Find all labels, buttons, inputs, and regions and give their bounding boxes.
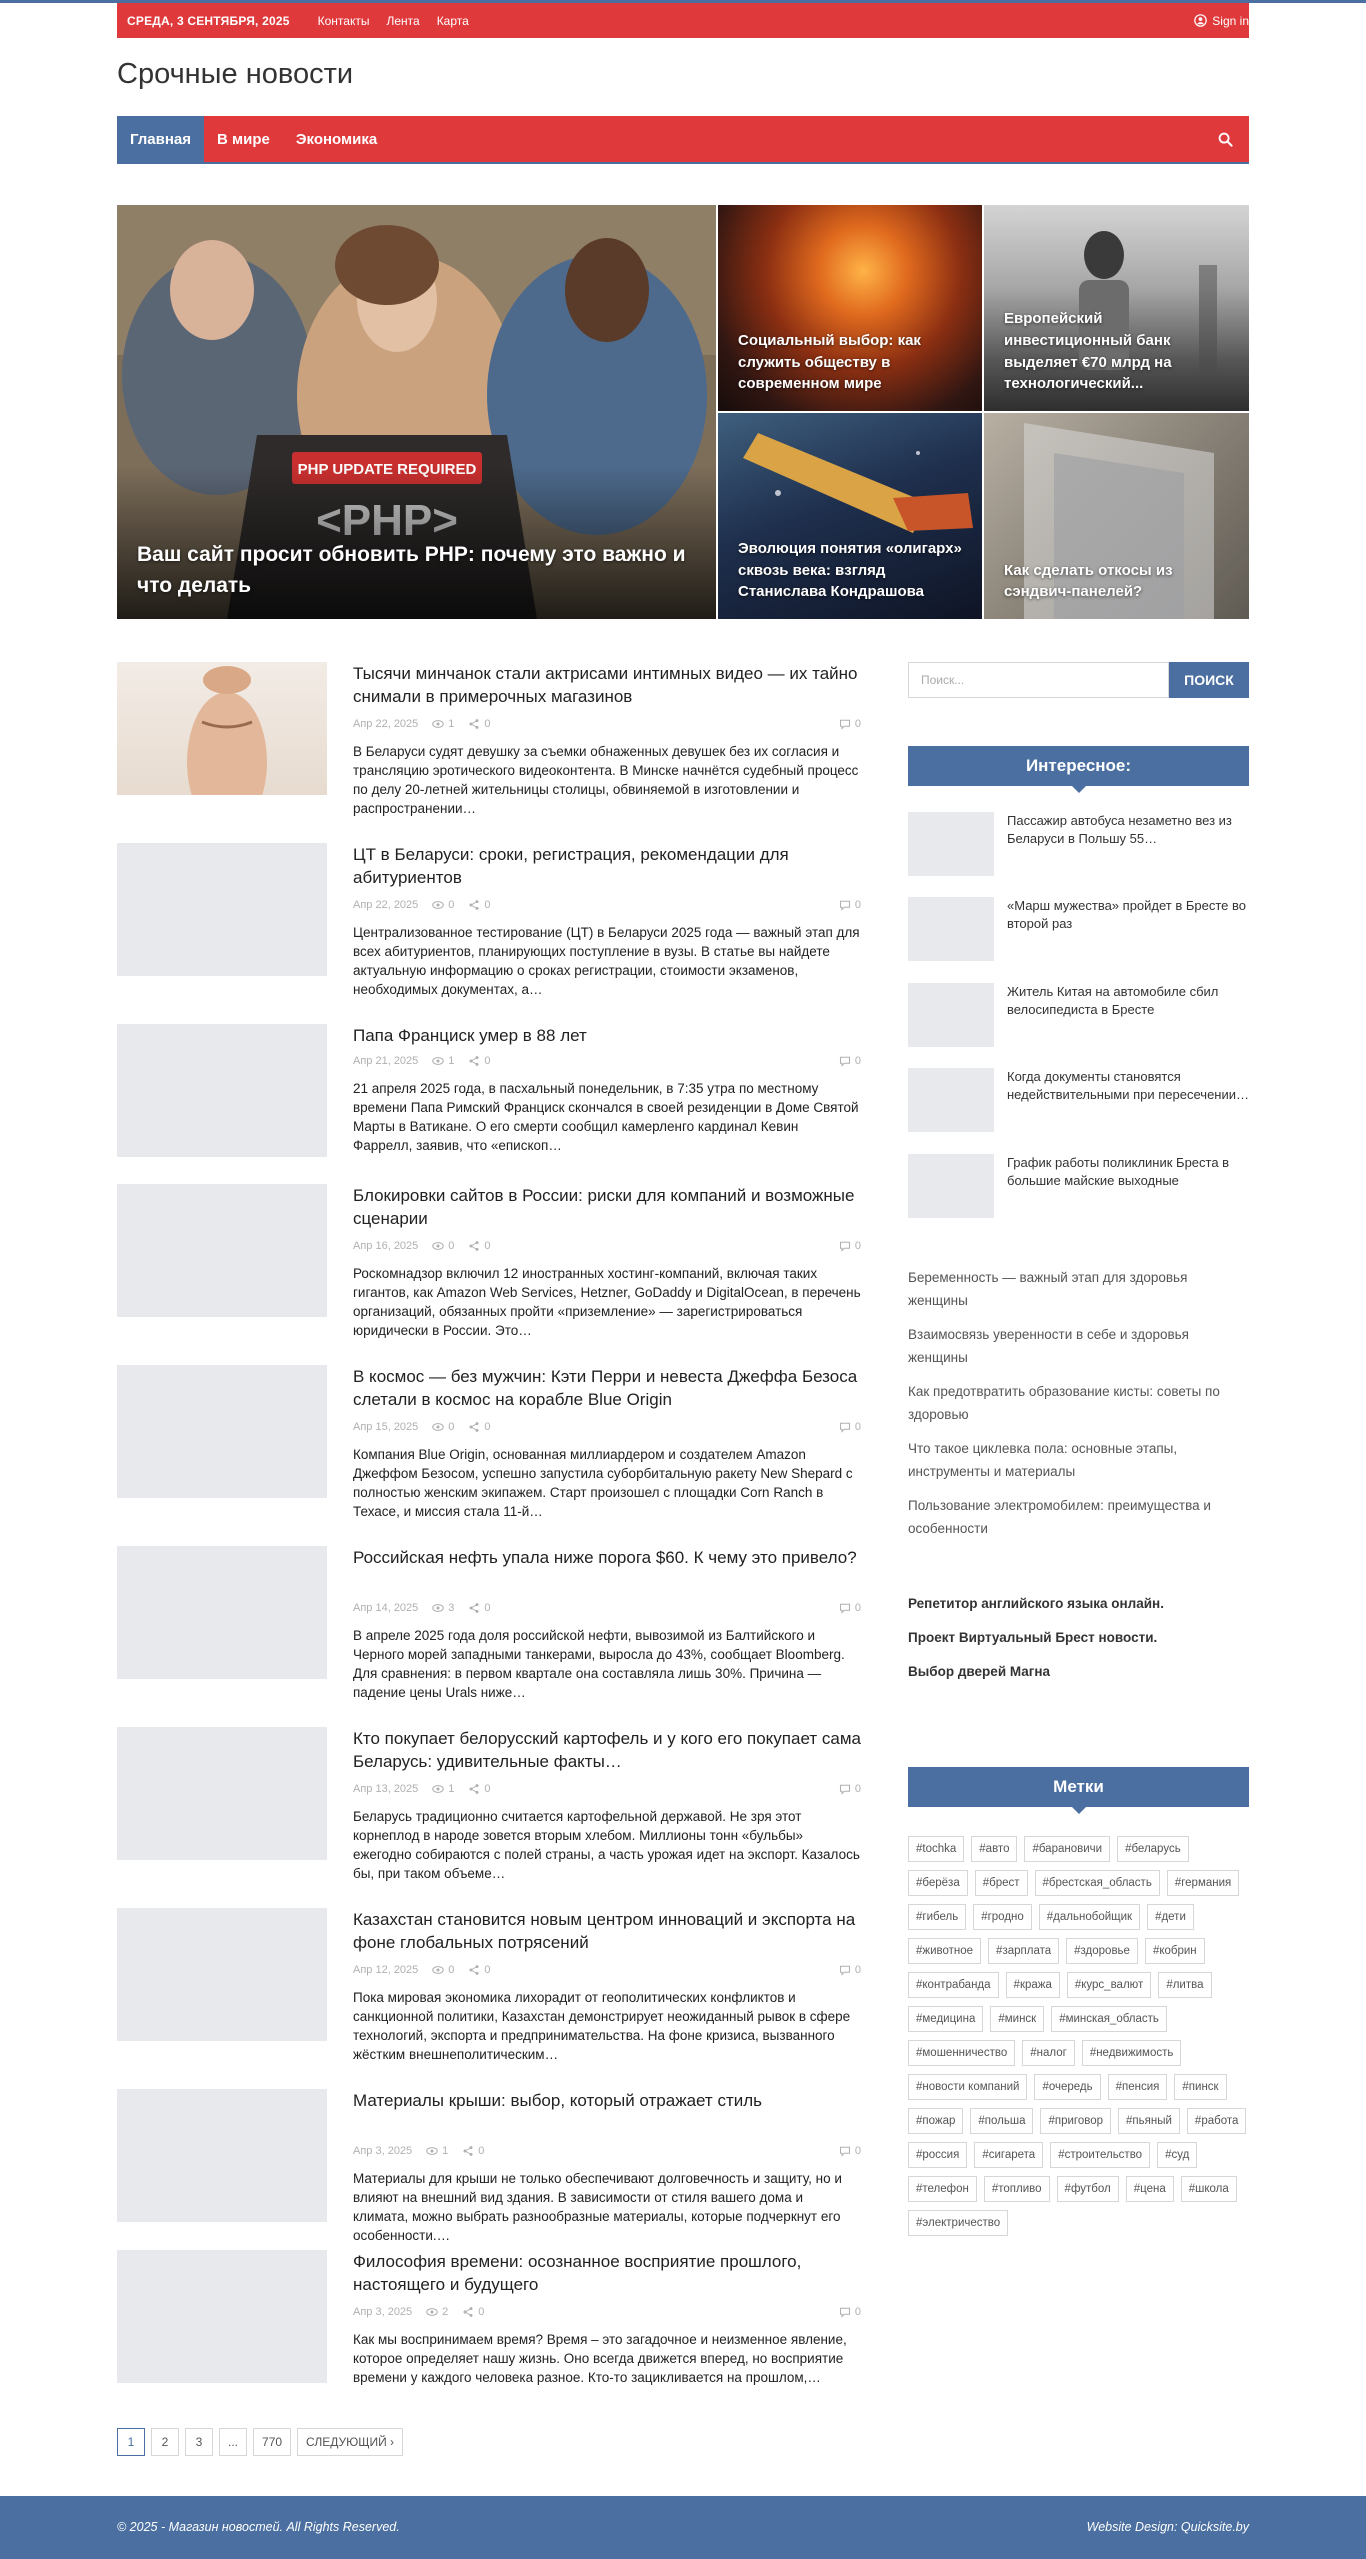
tag-link[interactable]: #беларусь — [1117, 1836, 1189, 1862]
page-1[interactable]: 1 — [117, 2428, 145, 2456]
article-shares[interactable] — [468, 1240, 490, 1252]
share-icon — [462, 2145, 474, 2157]
article-excerpt: Централизованное тестирование (ЦТ) в Беларуси 2025 года — важный этап для всех абитуриентов, планирующих поступление в вузы. В статье вы найдете актуальную информацию о сроках регистрации, стоимости экзаменов, необходимых документах, а… — [353, 925, 860, 997]
page-ellipsis: ... — [219, 2428, 247, 2456]
tag-link[interactable]: #контрабанда — [908, 1972, 999, 1998]
promo-text-2: Виртуальный Брест новости. — [958, 1630, 1158, 1645]
toplink-map[interactable]: Карта — [436, 13, 469, 28]
article-item — [117, 1546, 861, 1706]
views-count: 0 — [448, 1421, 455, 1433]
tag-link[interactable]: #минская_область — [1051, 2006, 1167, 2032]
article-title[interactable]: Блокировки сайтов в России: риски для компаний и возможные сценарии — [353, 1186, 855, 1228]
article-image — [117, 662, 327, 795]
share-icon — [468, 899, 480, 911]
footer-copyright: © 2025 - Магазин новостей. All Rights Reserved. — [117, 2520, 400, 2534]
article-thumbnail[interactable] — [117, 1024, 327, 1157]
widget-title-interesting: Интересное: — [908, 746, 1249, 786]
shares-count: 0 — [484, 1421, 491, 1433]
article-comments[interactable] — [839, 2145, 861, 2157]
search-icon — [1218, 132, 1233, 147]
tag-link[interactable]: #германия — [1167, 1870, 1239, 1896]
hero-tile-3-caption: Эволюция понятия «олигарх» сквозь века: взгляд Станислава Кондрашова — [738, 539, 962, 601]
article-item — [117, 1365, 861, 1525]
article-thumbnail[interactable] — [117, 2089, 327, 2222]
comment-icon — [839, 1964, 851, 1976]
article-meta — [353, 899, 861, 911]
article-comments[interactable] — [839, 1055, 861, 1067]
interesting-thumbnail[interactable] — [908, 983, 994, 1047]
article-excerpt: Беларусь традиционно считается картофельной державой. Не зря этот корнеплод в народе зовется вторым хлебом. Миллионы тонн «бульбы» ежегодно собираются с полей страны, а часть урожая идет на экспорт. Казалось бы, при таком объеме… — [353, 1809, 860, 1881]
article-date: Апр 16, 2025 — [353, 1240, 419, 1252]
sidebar-search — [908, 662, 1249, 698]
eye-icon — [426, 2306, 438, 2318]
views-count: 3 — [448, 1602, 455, 1614]
tag-link[interactable]: #пьяный — [1118, 2108, 1180, 2134]
article-date: Апр 15, 2025 — [353, 1421, 419, 1433]
tag-link[interactable]: #суд — [1157, 2142, 1197, 2168]
tag-cloud — [908, 1836, 1249, 2236]
hero-tile-2[interactable] — [984, 205, 1249, 411]
article-shares[interactable] — [468, 1964, 490, 1976]
pagination — [117, 2428, 403, 2456]
article-item — [117, 1727, 861, 1887]
share-icon — [468, 1240, 480, 1252]
article-thumbnail[interactable] — [117, 843, 327, 976]
shares-count: 0 — [484, 1783, 491, 1795]
views-count: 1 — [442, 2145, 449, 2157]
tag-link[interactable]: #польша — [970, 2108, 1033, 2134]
tag-link[interactable]: #телефон — [908, 2176, 977, 2202]
article-comments[interactable] — [839, 1421, 861, 1433]
tag-link[interactable]: #кража — [1006, 1972, 1060, 1998]
interesting-item — [908, 1068, 1249, 1132]
footer — [0, 2496, 1366, 2559]
hero-main-caption: Ваш сайт просит обновить PHP: почему это важно и что делать — [137, 543, 686, 597]
article-excerpt: Роскомнадзор включил 12 иностранных хостинг-компаний, включая таких гигантов, как Amazon Web Services, Hetzner, GoDaddy и DigitalOcean, в перечень организаций, обязанных пройти «приземление» — зарегистрироваться юридически в России. Это… — [353, 1266, 861, 1338]
tag-link[interactable]: #цена — [1126, 2176, 1174, 2202]
top-bar — [117, 3, 1249, 38]
article-thumbnail[interactable] — [117, 662, 327, 795]
eye-icon — [432, 1240, 444, 1252]
comments-count: 0 — [854, 1055, 861, 1067]
tag-link[interactable]: #брест — [975, 1870, 1028, 1896]
shares-count: 0 — [478, 2306, 485, 2318]
hero-tile-2-caption: Европейский инвестиционный банк выделяет €70 млрд на технологический... — [1004, 310, 1172, 393]
interesting-item — [908, 897, 1249, 961]
chevron-right-icon: › — [390, 2435, 395, 2449]
current-date: СРЕДА, 3 СЕНТЯБРЯ, 2025 — [127, 13, 290, 28]
tag-link[interactable]: #здоровье — [1066, 1938, 1138, 1964]
toplink-feed[interactable]: Лента — [386, 13, 420, 28]
views-count: 1 — [448, 1783, 455, 1795]
views-count: 1 — [448, 718, 455, 730]
tag-link[interactable]: #гибель — [908, 1904, 966, 1930]
article-shares[interactable] — [468, 1783, 490, 1795]
comments-count: 0 — [854, 899, 861, 911]
eye-icon — [432, 1055, 444, 1067]
tag-link[interactable]: #налог — [1022, 2040, 1075, 2066]
tag-link[interactable]: #дети — [1147, 1904, 1194, 1930]
nav-item-world[interactable]: В мире — [217, 130, 270, 148]
comment-icon — [839, 899, 851, 911]
article-date: Апр 21, 2025 — [353, 1055, 419, 1067]
footer-credit[interactable]: Website Design: Quicksite.by — [1086, 2520, 1249, 2534]
article-views — [432, 1421, 454, 1433]
tag-link[interactable]: #зарплата — [988, 1938, 1059, 1964]
eye-icon — [426, 2145, 438, 2157]
sidebar-link[interactable]: Беременность — важный этап для здоровья женщины — [908, 1270, 1188, 1308]
views-count: 0 — [448, 899, 455, 911]
article-views — [426, 2145, 448, 2157]
shares-count: 0 — [484, 718, 491, 730]
article-excerpt: Как мы воспринимаем время? Время – это загадочное и неизменное явление, которое определяет нашу жизнь. Оно всегда движется вперед, но восприятие времени у каждого человека разное. Кто-то зацикливается на прошлом,… — [353, 2332, 847, 2385]
comment-icon — [839, 718, 851, 730]
article-shares[interactable] — [462, 2306, 484, 2318]
share-icon — [468, 1783, 480, 1795]
tag-link[interactable]: #россия — [908, 2142, 967, 2168]
article-date: Апр 3, 2025 — [353, 2306, 413, 2318]
tag-link[interactable]: #футбол — [1057, 2176, 1119, 2202]
article-thumbnail[interactable] — [117, 2250, 327, 2383]
article-excerpt: Компания Blue Origin, основанная миллиардером и создателем Amazon Джеффом Безосом, успешно запустила суборбитальную ракету New Shepard с полностью женским экипажем. Старт произошел с площадки Corn Ranch в Техасе, и миссия стала 11-й… — [353, 1447, 853, 1519]
article-date: Апр 22, 2025 — [353, 718, 419, 730]
share-icon — [462, 2306, 474, 2318]
article-shares[interactable] — [462, 2145, 484, 2157]
article-comments[interactable] — [839, 718, 861, 730]
tag-link[interactable]: #медицина — [908, 2006, 983, 2032]
comments-count: 0 — [854, 2306, 861, 2318]
tag-link[interactable]: #гродно — [973, 1904, 1032, 1930]
share-icon — [468, 1055, 480, 1067]
page-3[interactable]: 3 — [185, 2428, 213, 2456]
article-thumbnail[interactable] — [117, 1727, 327, 1860]
promo-text-3: Выбор дверей Магна — [908, 1664, 1051, 1679]
article-meta — [353, 1421, 861, 1433]
tag-link[interactable]: #электричество — [908, 2210, 1008, 2236]
search-input[interactable] — [908, 662, 1169, 698]
nav-item-home[interactable]: Главная — [117, 116, 204, 162]
article-comments[interactable] — [839, 1240, 861, 1252]
shares-count: 0 — [484, 899, 491, 911]
share-icon — [468, 1421, 480, 1433]
interesting-title[interactable]: График работы поликлиник Бреста в большие майские выходные — [1007, 1155, 1230, 1188]
article-thumbnail[interactable] — [117, 1908, 327, 2041]
article-excerpt: Материалы для крыши не только обеспечивают долговечность и защиту, но и влияют на внешний вид здания. В зависимости от стиля вашего дома и климата, можно выбрать разнообразные материалы, которые подчеркнут его особенности.… — [353, 2171, 842, 2243]
eye-icon — [432, 1421, 444, 1433]
page-last[interactable]: 770 — [253, 2428, 291, 2456]
interesting-thumbnail[interactable] — [908, 1068, 994, 1132]
tag-link[interactable]: #брестская_область — [1035, 1870, 1160, 1896]
article-meta — [353, 718, 861, 730]
search-button[interactable]: ПОИСК — [1169, 662, 1249, 698]
tag-link[interactable]: #строительство — [1050, 2142, 1150, 2168]
promo-link-tutor[interactable] — [908, 1596, 1164, 1611]
comment-icon — [839, 1055, 851, 1067]
tag-link[interactable]: #сигарета — [974, 2142, 1043, 2168]
interesting-thumbnail[interactable] — [908, 1154, 994, 1218]
share-icon — [468, 718, 480, 730]
signin-link[interactable] — [1194, 14, 1249, 28]
user-icon — [1194, 14, 1207, 27]
article-meta — [353, 2306, 861, 2318]
nav-search-button[interactable] — [1201, 116, 1249, 162]
tag-link[interactable]: #мошенничество — [908, 2040, 1015, 2066]
sidebar-link[interactable]: Как предотвратить образование кисты: советы по здоровью — [908, 1384, 1220, 1422]
comment-icon — [839, 1240, 851, 1252]
article-title[interactable]: Философия времени: осознанное восприятие прошлого, настоящего и будущего — [353, 2252, 802, 2294]
article-thumbnail[interactable] — [117, 1184, 327, 1317]
eye-icon — [432, 1964, 444, 1976]
article-excerpt: 21 апреля 2025 года, в пасхальный понедельник, в 7:35 утра по местному времени Папа Римский Франциск скончался в своей резиденции в Доме Святой Марты в Ватикане. О его смерти сообщил камерленго кардинал Кевин Фаррелл, заявив, что «епископ… — [353, 1081, 859, 1153]
tag-link[interactable]: #недвижимость — [1082, 2040, 1182, 2066]
article-views — [432, 1055, 454, 1067]
article-shares[interactable] — [468, 1602, 490, 1614]
tag-link[interactable]: #авто — [971, 1836, 1017, 1862]
article-title[interactable]: Папа Франциск умер в 88 лет — [353, 1026, 587, 1045]
article-date: Апр 22, 2025 — [353, 899, 419, 911]
article-title[interactable]: В космос — без мужчин: Кэти Перри и невеста Джеффа Безоса слетали в космос на корабле Blue Origin — [353, 1367, 858, 1409]
article-title[interactable]: Тысячи минчанок стали актрисами интимных видео — их тайно снимали в примерочных магазинов — [353, 664, 858, 706]
interesting-item — [908, 812, 1249, 876]
article-item — [117, 2089, 861, 2249]
article-date: Апр 13, 2025 — [353, 1783, 419, 1795]
article-excerpt: В апреле 2025 года доля российской нефти, вывозимой из Балтийского и Черного морей западными танкерами, выросла до 43%, сообщает Bloomberg. Для сравнения: в первом квартале она составляла лишь 30%. Причина — падение цены Urals ниже… — [353, 1628, 845, 1700]
tag-link[interactable]: #берёза — [908, 1870, 968, 1896]
eye-icon — [432, 1783, 444, 1795]
hero-tile-4[interactable] — [984, 413, 1249, 619]
hero-tile-3[interactable] — [718, 413, 982, 619]
comment-icon — [839, 1783, 851, 1795]
toplink-contacts[interactable]: Контакты — [317, 13, 370, 28]
promo-link-doors[interactable] — [908, 1664, 1050, 1679]
article-title[interactable]: Казахстан становится новым центром инноваций и экспорта на фоне глобальных потрясений — [353, 1910, 856, 1952]
next-page-label: СЛЕДУЮЩИЙ — [306, 2435, 387, 2449]
eye-icon — [432, 899, 444, 911]
article-meta — [353, 1602, 861, 1614]
shares-count: 0 — [484, 1964, 491, 1976]
comments-count: 0 — [854, 1964, 861, 1976]
interesting-thumbnail[interactable] — [908, 897, 994, 961]
tag-link[interactable]: #кобрин — [1145, 1938, 1205, 1964]
share-icon — [468, 1964, 480, 1976]
article-meta — [353, 1783, 861, 1795]
tag-link[interactable]: #очередь — [1034, 2074, 1100, 2100]
tag-link[interactable]: #животное — [908, 1938, 981, 1964]
tag-link[interactable]: #пожар — [908, 2108, 963, 2134]
article-comments[interactable] — [839, 899, 861, 911]
hero-tile-4-caption: Как сделать откосы из сэндвич-панелей? — [1004, 561, 1173, 601]
tag-link[interactable]: #пинск — [1174, 2074, 1226, 2100]
shares-count: 0 — [484, 1602, 491, 1614]
comments-count: 0 — [854, 718, 861, 730]
main-nav — [117, 116, 1249, 164]
article-shares[interactable] — [468, 1421, 490, 1433]
article-date: Апр 3, 2025 — [353, 2145, 413, 2157]
article-item — [117, 843, 861, 1003]
comment-icon — [839, 1602, 851, 1614]
tag-link[interactable]: #дальнобойщик — [1039, 1904, 1140, 1930]
article-views — [432, 1783, 454, 1795]
promo-link-brest[interactable] — [908, 1630, 1157, 1645]
article-views — [432, 1602, 454, 1614]
next-page-button[interactable] — [297, 2428, 403, 2456]
hero-tile-1-caption: Социальный выбор: как служить обществу в современном мире — [738, 331, 921, 393]
share-icon — [468, 1602, 480, 1614]
article-views — [432, 899, 454, 911]
article-thumbnail[interactable] — [117, 1546, 327, 1679]
article-meta — [353, 1964, 861, 1976]
eye-icon — [432, 1602, 444, 1614]
article-meta — [353, 2145, 861, 2157]
comment-icon — [839, 1421, 851, 1433]
comments-count: 0 — [854, 1783, 861, 1795]
article-views — [432, 1240, 454, 1252]
sidebar-link[interactable]: Что такое циклевка пола: основные этапы, инструменты и материалы — [908, 1441, 1178, 1479]
article-title[interactable]: Кто покупает белорусский картофель и у кого его покупает сама Беларусь: удивительные факты… — [353, 1729, 861, 1771]
interesting-title[interactable]: Житель Китая на автомобиле сбил велосипедиста в Бресте — [1007, 984, 1219, 1017]
signin-label: Sign in — [1212, 13, 1249, 28]
page-2[interactable]: 2 — [151, 2428, 179, 2456]
tag-link[interactable]: #топливо — [984, 2176, 1050, 2202]
article-title[interactable]: Материалы крыши: выбор, который отражает стиль — [353, 2091, 762, 2110]
eye-icon — [432, 718, 444, 730]
interesting-title[interactable]: «Марш мужества» пройдет в Бресте во второй раз — [1007, 898, 1247, 931]
comments-count: 0 — [854, 1602, 861, 1614]
comments-count: 0 — [854, 2145, 861, 2157]
promo-prefix-2: Проект — [908, 1630, 956, 1645]
tag-link[interactable]: #барановичи — [1024, 1836, 1110, 1862]
article-shares[interactable] — [468, 718, 490, 730]
interesting-title[interactable]: Когда документы становятся недействительными при пересечении… — [1007, 1069, 1249, 1102]
tag-link[interactable]: #tochka — [908, 1836, 964, 1862]
site-title[interactable]: Срочные новости — [117, 58, 354, 90]
tag-link[interactable]: #минск — [990, 2006, 1044, 2032]
article-thumbnail[interactable] — [117, 1365, 327, 1498]
article-item — [117, 1908, 861, 2068]
promo-text-1: Репетитор английского языка онлайн. — [908, 1596, 1164, 1611]
comment-icon — [839, 2306, 851, 2318]
sidebar-link[interactable]: Пользование электромобилем: преимущества и особенности — [908, 1498, 1211, 1536]
article-item — [117, 2250, 861, 2410]
interesting-item — [908, 983, 1249, 1047]
hero-grid — [117, 205, 1249, 619]
views-count: 0 — [448, 1964, 455, 1976]
hero-tile-1[interactable] — [718, 205, 982, 411]
article-comments[interactable] — [839, 2306, 861, 2318]
shares-count: 0 — [484, 1055, 491, 1067]
article-meta — [353, 1055, 861, 1067]
comments-count: 0 — [854, 1421, 861, 1433]
article-shares[interactable] — [468, 1055, 490, 1067]
article-comments[interactable] — [839, 1783, 861, 1795]
article-excerpt: Пока мировая экономика лихорадит от геополитических конфликтов и санкционной политики, Казахстан демонстрирует неожиданный рывок в сфере технологий, экспорта и предпринимательства. На фоне кризиса, вызванного жёстким внешнеполитическим… — [353, 1990, 851, 2062]
nav-item-economy[interactable]: Экономика — [295, 130, 378, 148]
article-views — [432, 1964, 454, 1976]
article-title[interactable]: ЦТ в Беларуси: сроки, регистрация, рекомендации для абитуриентов — [353, 845, 789, 887]
article-excerpt: В Беларуси судят девушку за съемки обнаженных девушек без их согласия и трансляцию эротического видеоконтента. В Минске начнётся судебный процесс по делу 20-летней жительницы столицы, обвиняемой в изготовлении и распространении… — [353, 744, 859, 816]
tag-link[interactable]: #пенсия — [1108, 2074, 1168, 2100]
article-comments[interactable] — [839, 1602, 861, 1614]
tag-link[interactable]: #курс_валют — [1067, 1972, 1151, 1998]
views-count: 2 — [442, 2306, 449, 2318]
comments-count: 0 — [854, 1240, 861, 1252]
widget-title-tags: Метки — [908, 1767, 1249, 1807]
hero-main-tile[interactable] — [117, 205, 716, 619]
article-comments[interactable] — [839, 1964, 861, 1976]
comment-icon — [839, 2145, 851, 2157]
article-item — [117, 1184, 861, 1344]
interesting-item — [908, 1154, 1249, 1218]
article-item — [117, 662, 861, 822]
shares-count: 0 — [478, 2145, 485, 2157]
interesting-thumbnail[interactable] — [908, 812, 994, 876]
article-item — [117, 1024, 861, 1184]
article-date: Апр 14, 2025 — [353, 1602, 419, 1614]
shares-count: 0 — [484, 1240, 491, 1252]
tag-link[interactable]: #литва — [1158, 1972, 1211, 1998]
tag-link[interactable]: #новости компаний — [908, 2074, 1027, 2100]
article-views — [432, 718, 454, 730]
article-title[interactable]: Российская нефть упала ниже порога $60. К чему это привело? — [353, 1548, 857, 1567]
article-views — [426, 2306, 448, 2318]
interesting-title[interactable]: Пассажир автобуса незаметно вез из Беларуси в Польшу 55… — [1007, 813, 1232, 846]
tag-link[interactable]: #школа — [1181, 2176, 1237, 2202]
tag-link[interactable]: #приговор — [1040, 2108, 1111, 2134]
article-meta — [353, 1240, 861, 1252]
sidebar-link[interactable]: Взаимосвязь уверенности в себе и здоровья женщины — [908, 1327, 1189, 1365]
article-shares[interactable] — [468, 899, 490, 911]
tag-link[interactable]: #работа — [1187, 2108, 1246, 2134]
views-count: 0 — [448, 1240, 455, 1252]
views-count: 1 — [448, 1055, 455, 1067]
article-date: Апр 12, 2025 — [353, 1964, 419, 1976]
